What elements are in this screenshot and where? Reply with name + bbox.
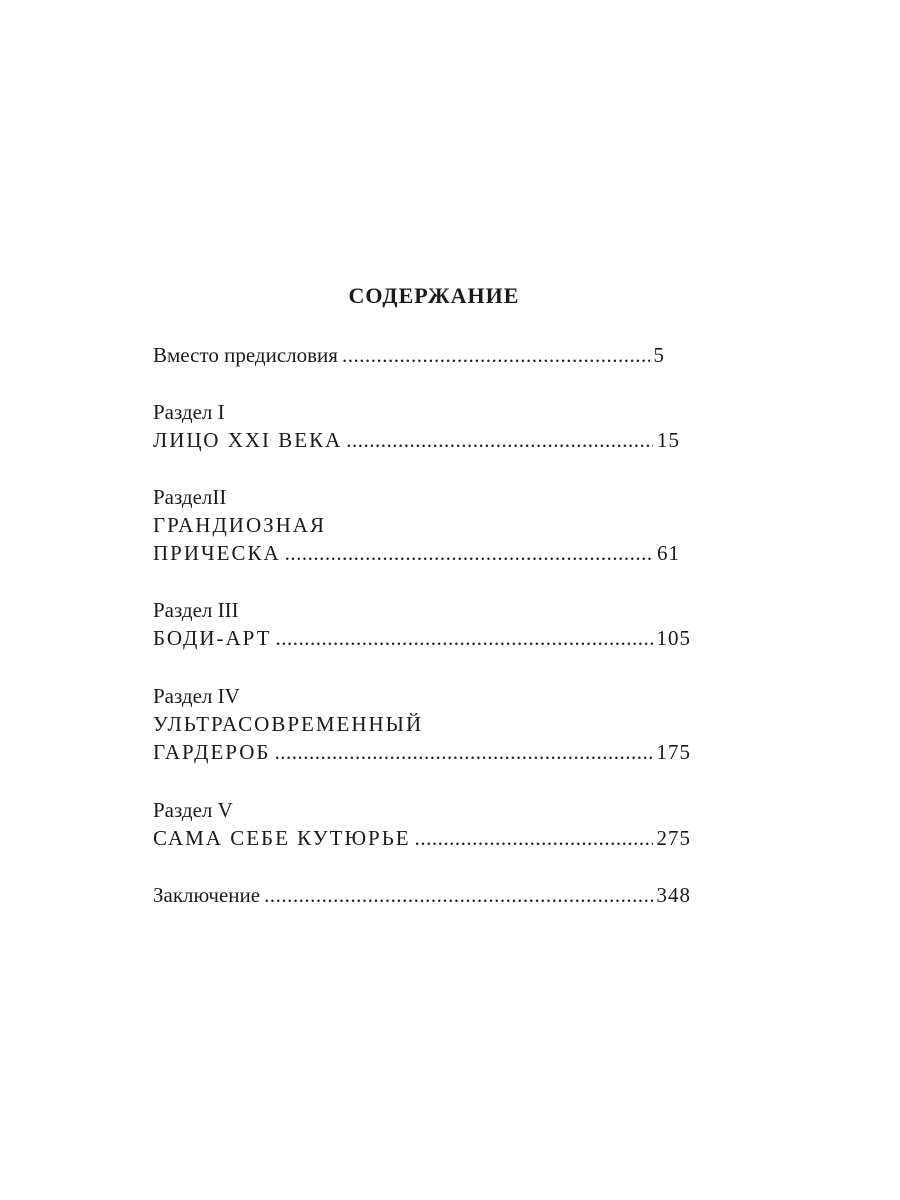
toc-entry-section-2[interactable] [153,538,680,568]
toc-entry-text-line: ГРАНДИОЗНАЯ [153,513,326,537]
dot-leader [274,737,652,767]
toc-entry-text: ПРИЧЕСКА [153,541,281,565]
toc-section-label: Раздел III [153,598,239,622]
toc-entry-text-line: УЛЬТРАСОВРЕМЕННЫЙ [153,712,424,736]
toc-entry-text: ГАРДЕРОБ [153,740,271,764]
toc-section-label: Раздел I [153,400,225,424]
dot-leader [285,538,653,568]
toc-entry-section-3[interactable] [153,623,691,653]
toc-page-number: 61 [657,541,680,565]
page-title: СОДЕРЖАНИЕ [348,283,520,308]
toc-entry-section-4[interactable] [153,737,691,767]
toc-page-number: 5 [653,343,665,367]
toc-page-number: 15 [657,428,680,452]
dot-leader [342,340,650,370]
toc-entry-conclusion[interactable] [153,880,691,910]
toc-entry-foreword[interactable] [153,340,665,370]
dot-leader [264,880,652,910]
toc-page-number: 275 [656,826,691,850]
dot-leader [346,425,653,455]
toc-entry-text: ЛИЦО XXI ВЕКА [153,428,343,452]
toc-page-number: 175 [656,740,691,764]
toc-page-number: 348 [656,883,691,907]
toc-entry-text: САМА СЕБЕ КУТЮРЬЕ [153,826,411,850]
dot-leader [275,623,652,653]
dot-leader [415,823,653,853]
toc-entry-section-5[interactable] [153,823,691,853]
toc-entry-section-1[interactable] [153,425,680,455]
toc-section-label: РазделII [153,485,227,509]
toc-entry-text: Заключение [153,883,261,907]
toc-entry-text: Вместо предисловия [153,343,338,367]
toc-section-label: Раздел IV [153,684,240,708]
toc-entry-text: БОДИ-АРТ [153,626,272,650]
toc-page-number: 105 [656,626,691,650]
toc-section-label: Раздел V [153,798,233,822]
